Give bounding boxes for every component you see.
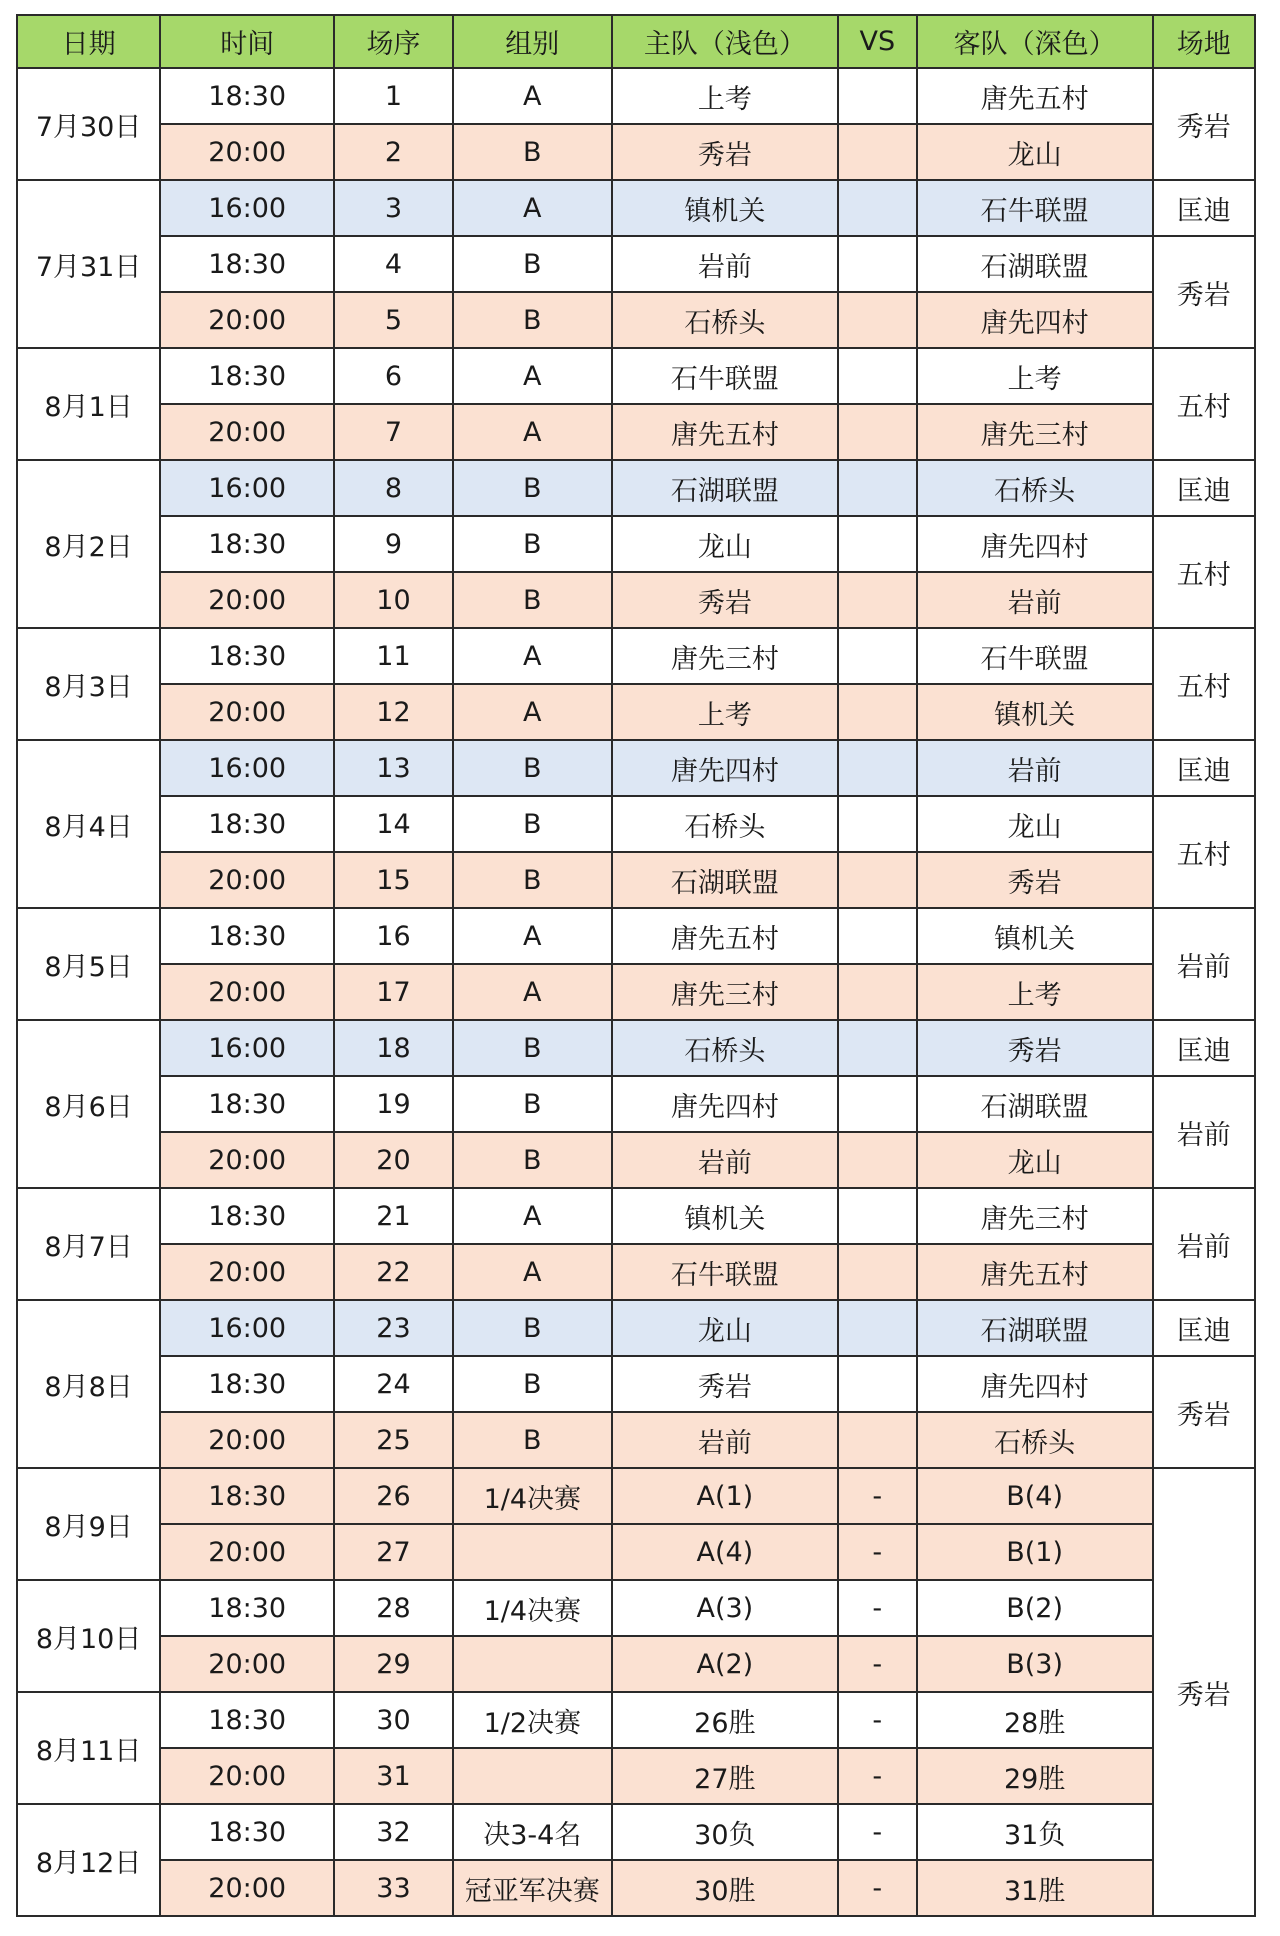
match-number-cell: 8 [334,460,452,516]
home-team-cell: 唐先四村 [612,1076,838,1132]
time-cell: 18:30 [160,1804,334,1860]
group-cell: B [453,1356,612,1412]
home-team-cell: 石桥头 [612,1020,838,1076]
group-cell: A [453,964,612,1020]
time-cell: 20:00 [160,292,334,348]
time-cell: 20:00 [160,124,334,180]
date-cell: 8月5日 [17,908,160,1020]
match-number-cell: 18 [334,1020,452,1076]
table-row [17,684,1255,740]
match-number-cell: 5 [334,292,452,348]
table-row [17,1524,1255,1580]
away-team-cell: 唐先三村 [917,1188,1153,1244]
home-team-cell: 唐先三村 [612,964,838,1020]
header-match-number: 场序 [334,15,452,68]
away-team-cell: 龙山 [917,1132,1153,1188]
time-cell: 18:30 [160,68,334,124]
group-cell: A [453,1188,612,1244]
away-team-cell: B(3) [917,1636,1153,1692]
table-row [17,572,1255,628]
group-cell: A [453,684,612,740]
home-team-cell: 27胜 [612,1748,838,1804]
table-row [17,1244,1255,1300]
match-schedule-table [16,14,1256,1917]
vs-cell [838,1020,917,1076]
group-cell: 决3-4名 [453,1804,612,1860]
group-cell: 1/4决赛 [453,1468,612,1524]
home-team-cell: 26胜 [612,1692,838,1748]
group-cell [453,1636,612,1692]
group-cell: A [453,628,612,684]
date-cell: 8月2日 [17,460,160,628]
away-team-cell: 镇机关 [917,908,1153,964]
home-team-cell: 秀岩 [612,572,838,628]
time-cell: 20:00 [160,1860,334,1916]
home-team-cell: 30胜 [612,1860,838,1916]
away-team-cell: 唐先四村 [917,292,1153,348]
match-number-cell: 3 [334,180,452,236]
table-row [17,1300,1255,1356]
vs-cell [838,908,917,964]
match-number-cell: 2 [334,124,452,180]
home-team-cell: 上考 [612,684,838,740]
table-row [17,516,1255,572]
date-cell: 8月12日 [17,1804,160,1916]
venue-cell: 岩前 [1153,1188,1255,1300]
away-team-cell: 龙山 [917,796,1153,852]
schedule-body [17,68,1255,1916]
time-cell: 20:00 [160,684,334,740]
vs-cell [838,796,917,852]
vs-cell [838,516,917,572]
away-team-cell: 石桥头 [917,1412,1153,1468]
away-team-cell: 石牛联盟 [917,628,1153,684]
home-team-cell: 石湖联盟 [612,460,838,516]
home-team-cell: 上考 [612,68,838,124]
home-team-cell: 秀岩 [612,1356,838,1412]
venue-cell: 秀岩 [1153,1468,1255,1916]
home-team-cell: A(1) [612,1468,838,1524]
table-row [17,908,1255,964]
time-cell: 20:00 [160,964,334,1020]
time-cell: 18:30 [160,908,334,964]
group-cell: A [453,180,612,236]
match-number-cell: 16 [334,908,452,964]
match-number-cell: 15 [334,852,452,908]
home-team-cell: 石牛联盟 [612,348,838,404]
home-team-cell: 唐先五村 [612,404,838,460]
time-cell: 20:00 [160,1636,334,1692]
away-team-cell: 31胜 [917,1860,1153,1916]
away-team-cell: 29胜 [917,1748,1153,1804]
vs-cell [838,852,917,908]
venue-cell: 岩前 [1153,908,1255,1020]
group-cell: B [453,852,612,908]
match-number-cell: 14 [334,796,452,852]
home-team-cell: 唐先三村 [612,628,838,684]
home-team-cell: 镇机关 [612,180,838,236]
venue-cell: 五村 [1153,796,1255,908]
group-cell: B [453,236,612,292]
table-row [17,796,1255,852]
home-team-cell: A(4) [612,1524,838,1580]
table-row [17,1468,1255,1524]
group-cell: B [453,1020,612,1076]
away-team-cell: 石桥头 [917,460,1153,516]
table-row [17,124,1255,180]
header-time: 时间 [160,15,334,68]
match-number-cell: 32 [334,1804,452,1860]
date-cell: 7月30日 [17,68,160,180]
match-number-cell: 22 [334,1244,452,1300]
home-team-cell: 石桥头 [612,292,838,348]
table-row [17,1692,1255,1748]
match-number-cell: 26 [334,1468,452,1524]
venue-cell: 匡迪 [1153,460,1255,516]
time-cell: 18:30 [160,628,334,684]
date-cell: 8月8日 [17,1300,160,1468]
group-cell: B [453,740,612,796]
match-number-cell: 27 [334,1524,452,1580]
time-cell: 18:30 [160,1692,334,1748]
vs-cell [838,292,917,348]
home-team-cell: 30负 [612,1804,838,1860]
match-number-cell: 6 [334,348,452,404]
home-team-cell: 岩前 [612,1132,838,1188]
schedule-container [16,14,1256,1917]
vs-cell [838,1412,917,1468]
group-cell: B [453,1076,612,1132]
group-cell [453,1748,612,1804]
table-row [17,1748,1255,1804]
time-cell: 20:00 [160,1748,334,1804]
home-team-cell: 石桥头 [612,796,838,852]
group-cell: B [453,1412,612,1468]
home-team-cell: 镇机关 [612,1188,838,1244]
away-team-cell: B(4) [917,1468,1153,1524]
home-team-cell: 岩前 [612,1412,838,1468]
time-cell: 18:30 [160,1188,334,1244]
date-cell: 8月3日 [17,628,160,740]
away-team-cell: 秀岩 [917,1020,1153,1076]
away-team-cell: 镇机关 [917,684,1153,740]
group-cell: A [453,404,612,460]
table-row [17,460,1255,516]
match-number-cell: 24 [334,1356,452,1412]
table-row [17,1580,1255,1636]
date-cell: 8月6日 [17,1020,160,1188]
venue-cell: 秀岩 [1153,68,1255,180]
date-cell: 7月31日 [17,180,160,348]
vs-cell: - [838,1804,917,1860]
vs-cell [838,1076,917,1132]
home-team-cell: 龙山 [612,516,838,572]
time-cell: 18:30 [160,1076,334,1132]
time-cell: 20:00 [160,404,334,460]
table-row [17,1356,1255,1412]
vs-cell: - [838,1748,917,1804]
away-team-cell: 岩前 [917,740,1153,796]
group-cell: B [453,124,612,180]
vs-cell: - [838,1468,917,1524]
home-team-cell: A(2) [612,1636,838,1692]
header-row [17,15,1255,68]
vs-cell [838,1244,917,1300]
match-number-cell: 25 [334,1412,452,1468]
time-cell: 16:00 [160,1020,334,1076]
away-team-cell: B(1) [917,1524,1153,1580]
home-team-cell: 石牛联盟 [612,1244,838,1300]
vs-cell [838,1356,917,1412]
table-row [17,1804,1255,1860]
group-cell: 冠亚军决赛 [453,1860,612,1916]
group-cell: B [453,796,612,852]
vs-cell [838,740,917,796]
table-row [17,1188,1255,1244]
date-cell: 8月10日 [17,1580,160,1692]
group-cell: B [453,292,612,348]
time-cell: 16:00 [160,460,334,516]
vs-cell: - [838,1860,917,1916]
home-team-cell: 石湖联盟 [612,852,838,908]
vs-cell: - [838,1636,917,1692]
away-team-cell: B(2) [917,1580,1153,1636]
match-number-cell: 4 [334,236,452,292]
header-venue: 场地 [1153,15,1255,68]
header-date: 日期 [17,15,160,68]
date-cell: 8月4日 [17,740,160,908]
header-away-team: 客队（深色） [917,15,1153,68]
vs-cell [838,236,917,292]
group-cell: 1/2决赛 [453,1692,612,1748]
vs-cell [838,348,917,404]
away-team-cell: 唐先三村 [917,404,1153,460]
away-team-cell: 石牛联盟 [917,180,1153,236]
match-number-cell: 20 [334,1132,452,1188]
time-cell: 20:00 [160,1524,334,1580]
venue-cell: 秀岩 [1153,236,1255,348]
match-number-cell: 10 [334,572,452,628]
away-team-cell: 唐先五村 [917,1244,1153,1300]
time-cell: 20:00 [160,1132,334,1188]
home-team-cell: 秀岩 [612,124,838,180]
header-group: 组别 [453,15,612,68]
home-team-cell: 龙山 [612,1300,838,1356]
table-row [17,1412,1255,1468]
vs-cell [838,572,917,628]
time-cell: 16:00 [160,180,334,236]
time-cell: 18:30 [160,1468,334,1524]
match-number-cell: 12 [334,684,452,740]
vs-cell [838,124,917,180]
venue-cell: 匡迪 [1153,740,1255,796]
vs-cell [838,180,917,236]
time-cell: 18:30 [160,1580,334,1636]
date-cell: 8月9日 [17,1468,160,1580]
venue-cell: 五村 [1153,348,1255,460]
time-cell: 18:30 [160,516,334,572]
table-row [17,1020,1255,1076]
table-row [17,740,1255,796]
date-cell: 8月11日 [17,1692,160,1804]
group-cell: B [453,516,612,572]
vs-cell [838,1300,917,1356]
away-team-cell: 唐先四村 [917,1356,1153,1412]
home-team-cell: A(3) [612,1580,838,1636]
table-row [17,292,1255,348]
match-number-cell: 19 [334,1076,452,1132]
venue-cell: 匡迪 [1153,1300,1255,1356]
away-team-cell: 上考 [917,348,1153,404]
venue-cell: 岩前 [1153,1076,1255,1188]
time-cell: 20:00 [160,1244,334,1300]
table-row [17,236,1255,292]
venue-cell: 匡迪 [1153,180,1255,236]
table-row [17,68,1255,124]
match-number-cell: 33 [334,1860,452,1916]
vs-cell: - [838,1524,917,1580]
time-cell: 18:30 [160,236,334,292]
home-team-cell: 岩前 [612,236,838,292]
vs-cell: - [838,1580,917,1636]
vs-cell [838,404,917,460]
away-team-cell: 岩前 [917,572,1153,628]
match-number-cell: 17 [334,964,452,1020]
match-number-cell: 11 [334,628,452,684]
group-cell: A [453,348,612,404]
time-cell: 16:00 [160,740,334,796]
away-team-cell: 石湖联盟 [917,1076,1153,1132]
time-cell: 18:30 [160,348,334,404]
vs-cell [838,460,917,516]
table-row [17,348,1255,404]
group-cell: B [453,1300,612,1356]
venue-cell: 五村 [1153,516,1255,628]
vs-cell: - [838,1692,917,1748]
away-team-cell: 唐先四村 [917,516,1153,572]
away-team-cell: 石湖联盟 [917,1300,1153,1356]
date-cell: 8月7日 [17,1188,160,1300]
time-cell: 20:00 [160,572,334,628]
venue-cell: 匡迪 [1153,1020,1255,1076]
table-row [17,1636,1255,1692]
time-cell: 16:00 [160,1300,334,1356]
match-number-cell: 1 [334,68,452,124]
group-cell: A [453,908,612,964]
time-cell: 20:00 [160,852,334,908]
vs-cell [838,628,917,684]
header-home-team: 主队（浅色） [612,15,838,68]
group-cell [453,1524,612,1580]
group-cell: 1/4决赛 [453,1580,612,1636]
time-cell: 18:30 [160,796,334,852]
group-cell: B [453,1132,612,1188]
time-cell: 20:00 [160,1412,334,1468]
group-cell: B [453,572,612,628]
match-number-cell: 29 [334,1636,452,1692]
header-vs: VS [838,15,917,68]
away-team-cell: 唐先五村 [917,68,1153,124]
vs-cell [838,1132,917,1188]
table-row [17,180,1255,236]
away-team-cell: 31负 [917,1804,1153,1860]
away-team-cell: 秀岩 [917,852,1153,908]
vs-cell [838,68,917,124]
group-cell: A [453,1244,612,1300]
match-number-cell: 23 [334,1300,452,1356]
away-team-cell: 龙山 [917,124,1153,180]
table-row [17,1860,1255,1916]
home-team-cell: 唐先四村 [612,740,838,796]
date-cell: 8月1日 [17,348,160,460]
vs-cell [838,964,917,1020]
group-cell: A [453,68,612,124]
table-row [17,1076,1255,1132]
match-number-cell: 13 [334,740,452,796]
vs-cell [838,1188,917,1244]
away-team-cell: 上考 [917,964,1153,1020]
match-number-cell: 21 [334,1188,452,1244]
table-row [17,964,1255,1020]
match-number-cell: 30 [334,1692,452,1748]
table-row [17,852,1255,908]
match-number-cell: 28 [334,1580,452,1636]
venue-cell: 秀岩 [1153,1356,1255,1468]
table-row [17,628,1255,684]
match-number-cell: 31 [334,1748,452,1804]
match-number-cell: 7 [334,404,452,460]
table-row [17,1132,1255,1188]
table-row [17,404,1255,460]
home-team-cell: 唐先五村 [612,908,838,964]
away-team-cell: 28胜 [917,1692,1153,1748]
venue-cell: 五村 [1153,628,1255,740]
time-cell: 18:30 [160,1356,334,1412]
group-cell: B [453,460,612,516]
vs-cell [838,684,917,740]
match-number-cell: 9 [334,516,452,572]
away-team-cell: 石湖联盟 [917,236,1153,292]
